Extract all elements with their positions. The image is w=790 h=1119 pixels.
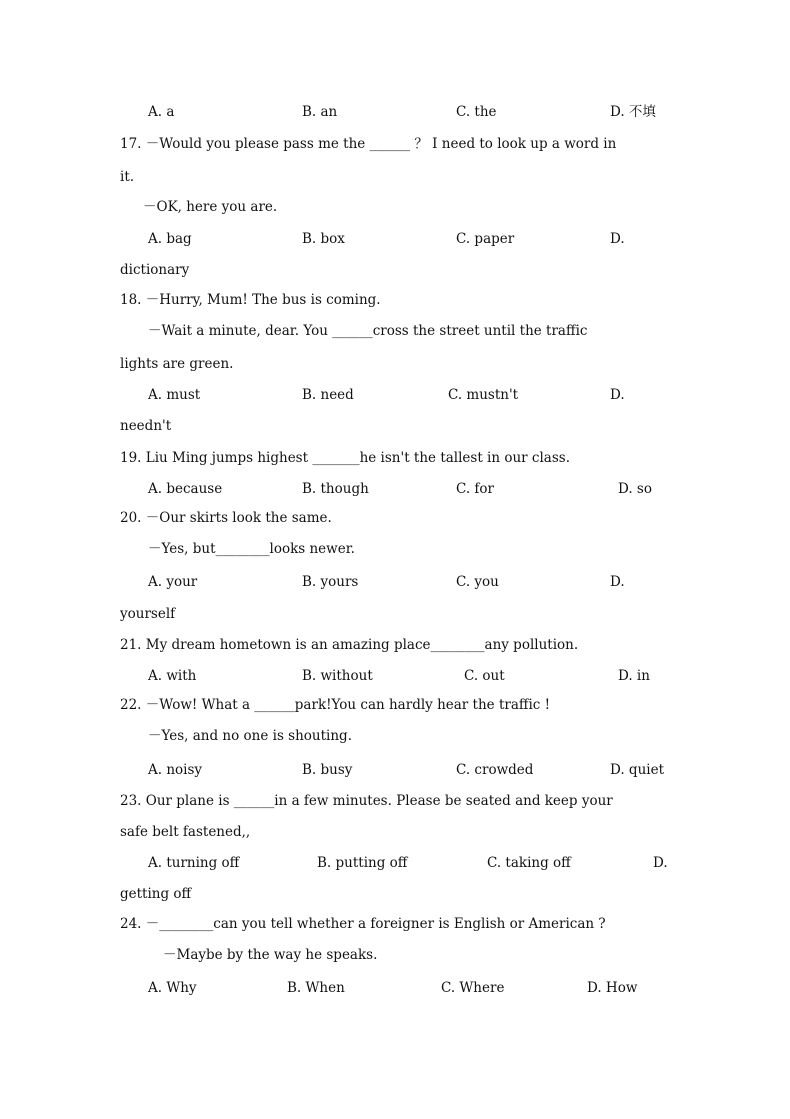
q24-option-b: B. When [287,980,345,996]
q17-option-b: B. box [302,231,345,247]
q24-option-c: C. Where [441,980,505,996]
q20-stem: 20. －Our skirts look the same. [120,510,332,526]
q17-stem-line2: it. [120,169,135,185]
q16-option-c: C. the [456,104,497,120]
q19-option-d: D. so [618,481,652,497]
q22-stem: 22. －Wow! What a ______park!You can hardly hear the traffic ! [120,697,551,713]
q18-reply-line2: lights are green. [120,356,234,372]
q23-option-a: A. turning off [148,855,240,871]
q18-option-a: A. must [148,387,201,403]
q24-reply: －Maybe by the way he speaks. [163,947,378,963]
q18-option-c: C. mustn't [448,387,519,403]
q23-stem-line1: 23. Our plane is ______in a few minutes. Please be seated and keep your [120,793,613,809]
q21-stem: 21. My dream hometown is an amazing place________any pollution. [120,637,579,653]
q21-option-b: B. without [302,668,373,684]
q18-option-d: D. [610,387,625,403]
q16-option-a: A. a [148,104,175,120]
q23-option-c: C. taking off [487,855,571,871]
q23-option-d: D. [653,855,668,871]
q19-option-a: A. because [148,481,223,497]
q24-option-a: A. Why [148,980,197,996]
q20-option-a: A. your [148,574,198,590]
q22-option-c: C. crowded [456,762,534,778]
q18-option-d-wrap: needn't [120,418,172,434]
q18-stem: 18. －Hurry, Mum! The bus is coming. [120,292,381,308]
q22-option-d: D. quiet [610,762,664,778]
q17-option-d: D. [610,231,625,247]
q17-option-d-wrap: dictionary [120,262,190,278]
q21-option-c: C. out [464,668,505,684]
q22-option-b: B. busy [302,762,353,778]
q22-reply: －Yes, and no one is shouting. [148,728,352,744]
q21-option-d: D. in [618,668,650,684]
q20-option-b: B. yours [302,574,359,590]
q17-reply: －OK, here you are. [143,199,278,215]
q19-option-c: C. for [456,481,495,497]
q21-option-a: A. with [148,668,197,684]
q18-reply-line1: －Wait a minute, dear. You ______cross the street until the traffic [148,323,588,339]
q23-option-d-wrap: getting off [120,886,192,902]
q17-option-c: C. paper [456,231,515,247]
q20-option-c: C. you [456,574,499,590]
q20-option-d: D. [610,574,625,590]
q23-stem-line2: safe belt fastened,, [120,824,251,840]
q18-option-b: B. need [302,387,354,403]
q16-option-d: D. 不填 [610,104,656,120]
q19-option-b: B. though [302,481,369,497]
q20-reply: －Yes, but________looks newer. [148,541,355,557]
q24-stem: 24. －________can you tell whether a foreigner is English or American ? [120,916,606,932]
q19-stem: 19. Liu Ming jumps highest _______he isn't the tallest in our class. [120,450,571,466]
q16-option-b: B. an [302,104,338,120]
q17-stem-line1: 17. －Would you please pass me the ______ ？ I need to look up a word in [120,136,617,152]
q17-option-a: A. bag [148,231,192,247]
q23-option-b: B. putting off [317,855,408,871]
q24-option-d: D. How [587,980,638,996]
q22-option-a: A. noisy [148,762,203,778]
q20-option-d-wrap: yourself [120,606,176,622]
